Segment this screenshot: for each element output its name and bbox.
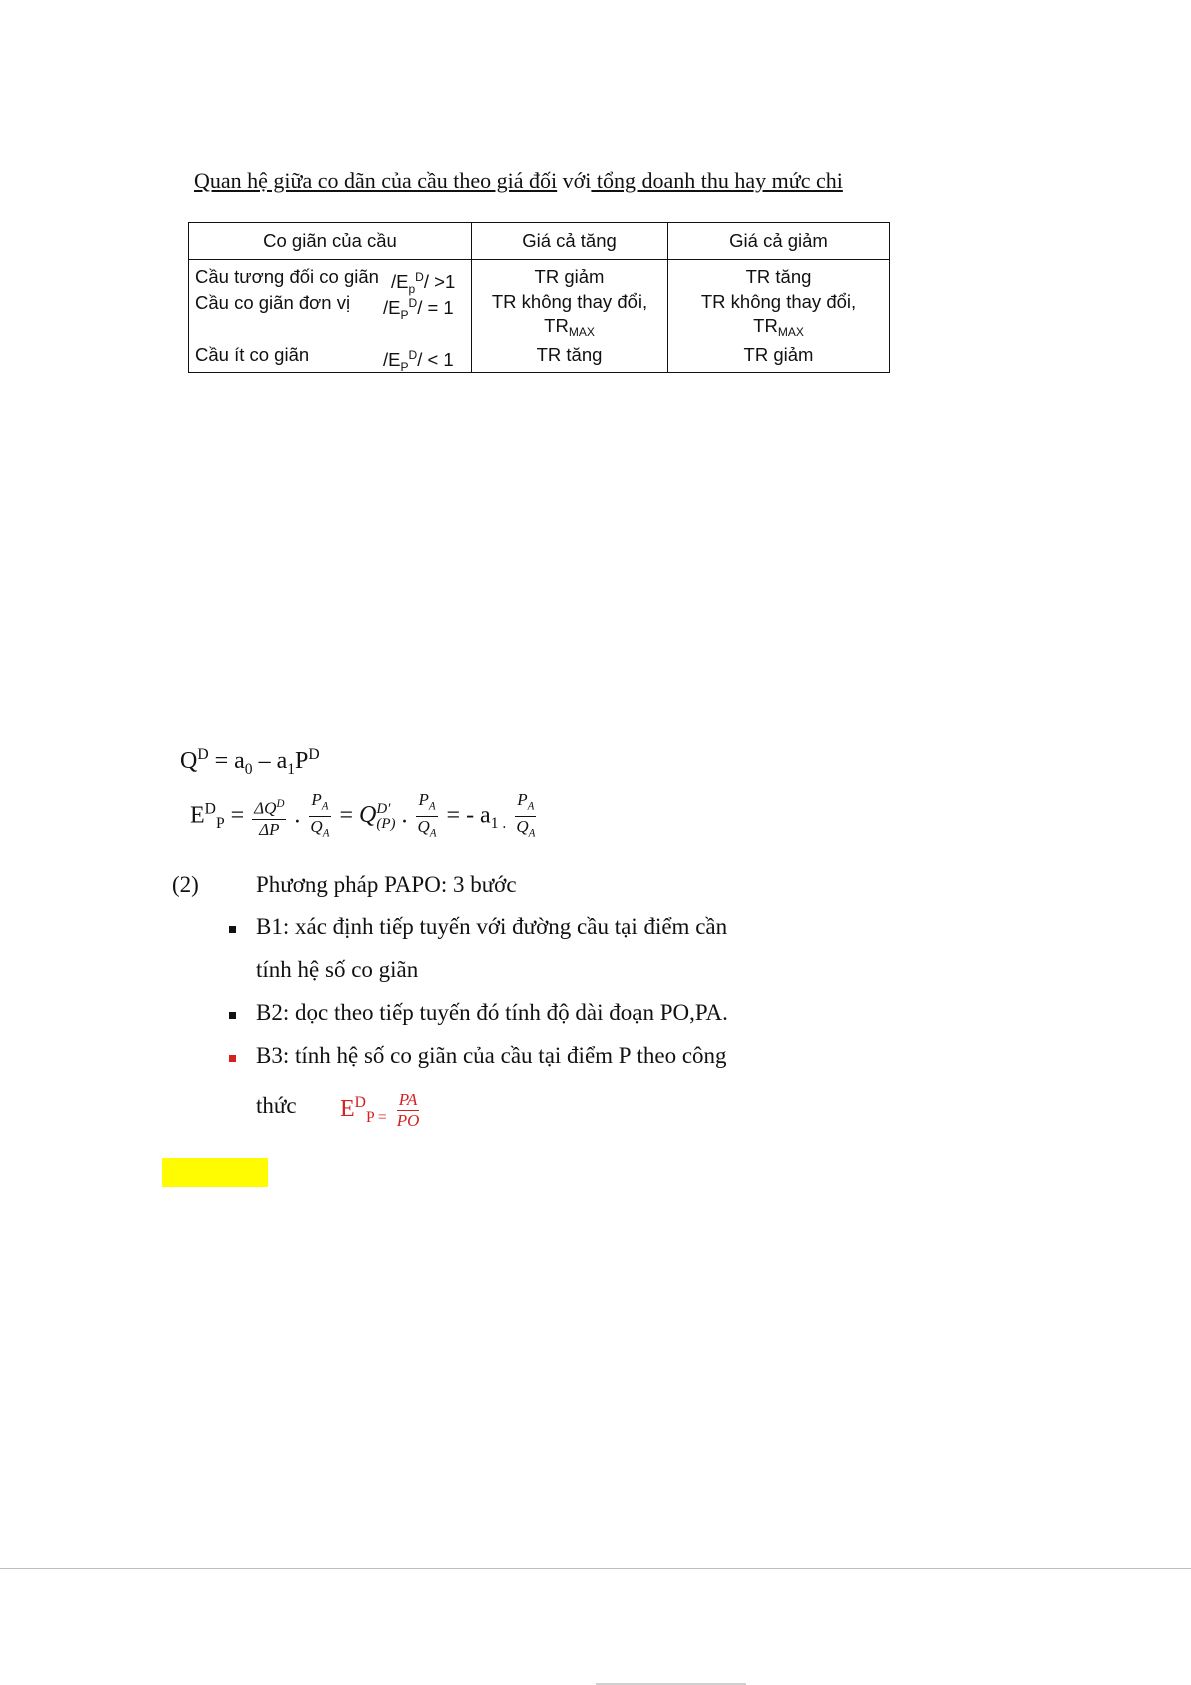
- yellow-highlight: [162, 1158, 268, 1187]
- row-label: Cầu co giãn đơn vị: [195, 292, 351, 313]
- step-b3-line-2: thức: [256, 1093, 297, 1118]
- row-condition: $/E_P^D/ = 1$: [383, 296, 454, 322]
- pa-po-fraction: $\frac{PA}{PO}$: [396, 1090, 420, 1130]
- row-label: Cầu tương đối co giãn: [195, 266, 379, 287]
- bullet-square-icon: [229, 926, 236, 933]
- row-label: Cầu ít co giãn: [195, 344, 310, 365]
- step-b3-line-1: B3: tính hệ số co giãn của cầu tại điểm P theo công: [256, 1043, 727, 1068]
- pa-qa-fraction: $\frac{P_A}{Q_A}$: [310, 790, 330, 840]
- column-header: Co giãn của cầu: [189, 223, 472, 260]
- section-number: (2): [172, 872, 199, 897]
- row-elastic: [195, 264, 465, 296]
- table-cell: TR tăng: [536, 344, 603, 365]
- papo-formula: $E^D_{P =}$ $\frac{PA}{PO}$: [340, 1090, 420, 1130]
- table-cell: TR giảm: [534, 266, 605, 287]
- table-row: [189, 260, 890, 373]
- pa-qa-fraction: $\frac{P_A}{Q_A}$: [417, 790, 437, 840]
- section-title: Phương pháp PAPO: 3 bước: [256, 872, 517, 897]
- step-b1-line-2: tính hệ số co giãn: [256, 957, 419, 982]
- column-header: Giá cả giảm: [668, 223, 890, 260]
- table-cell: TR không thay đổi, $TR_{MAX}$: [700, 291, 857, 339]
- bullet-square-icon: [229, 1012, 236, 1019]
- elasticity-revenue-table: [188, 222, 890, 373]
- price-decrease-cell: [668, 260, 890, 373]
- price-increase-cell: [472, 260, 668, 373]
- heading-part-3: tổng doanh thu hay mức chi: [591, 168, 843, 193]
- heading-part-2: với: [557, 168, 592, 193]
- step-b2: B2: dọc theo tiếp tuyến đó tính độ dài đoạn PO,PA.: [256, 1000, 728, 1025]
- delta-fraction: $\frac{\Delta Q^D}{\Delta P}$: [252, 794, 286, 840]
- table-cell: TR tăng: [745, 266, 812, 287]
- footer-divider: [0, 1568, 1191, 1569]
- column-header: Giá cả tăng: [472, 223, 668, 260]
- table-cell: TR không thay đổi, $TR_{MAX}$: [491, 291, 648, 339]
- table-heading: [194, 168, 843, 194]
- demand-function-formula: $Q^D = a_0 - a_1P^D$: [180, 746, 320, 778]
- elasticity-formula: $E^D_P$ = $\frac{\Delta Q^D}{\Delta P}$ . $\frac{P_A}{Q_A}$ = Q D′ (P) . $\frac{P_A}{Q_A}$ = - $a_{1 .}$ $\frac{P_A}{Q_A}$: [190, 790, 539, 844]
- bullet-square-red-icon: [229, 1055, 236, 1062]
- row-condition: $/E_p^D/ >1$: [391, 270, 456, 296]
- row-unit-elastic: [195, 290, 465, 342]
- table-cell: TR giảm: [743, 344, 814, 365]
- row-condition: $/E_P^D/ < 1$: [383, 348, 454, 374]
- elasticity-type-cell: [189, 260, 472, 373]
- row-inelastic: [195, 342, 465, 374]
- table-header-row: [189, 223, 890, 260]
- pa-qa-fraction: $\frac{P_A}{Q_A}$: [516, 790, 536, 840]
- step-b1-line-1: B1: xác định tiếp tuyến với đường cầu tại điểm cần: [256, 914, 728, 939]
- heading-part-1: Quan hệ giữa co dãn của cầu theo giá đối: [194, 168, 558, 193]
